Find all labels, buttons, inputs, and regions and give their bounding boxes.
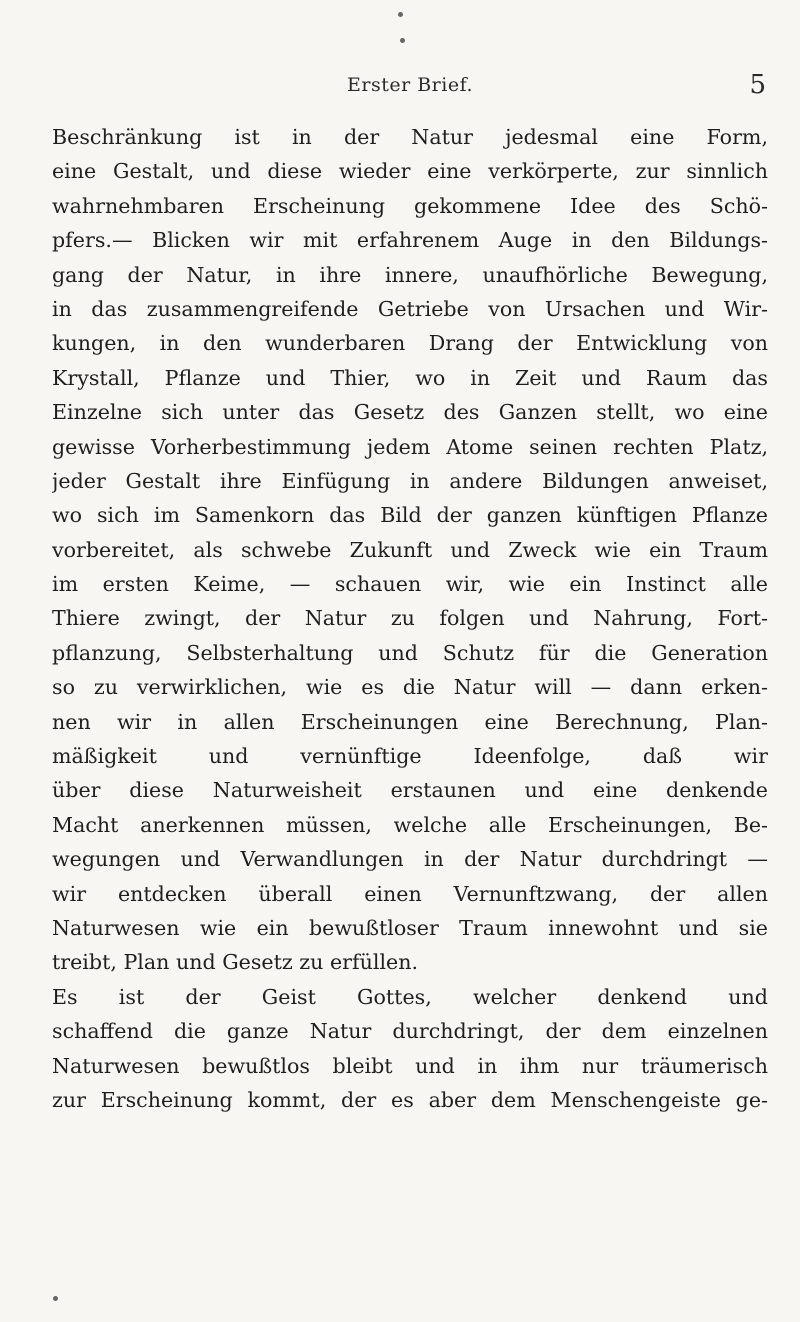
text-line: Thiere zwingt, der Natur zu folgen und Nahrung, Fort- [52, 606, 768, 631]
running-head: Erster Brief. [347, 74, 473, 96]
text-line: Naturwesen wie ein bewußtloser Traum innewohnt und sie [52, 915, 768, 940]
page-header [52, 70, 768, 114]
print-speck [400, 38, 405, 43]
text-line: Naturwesen bewußtlos bleibt und in ihm nur träumerisch [52, 1053, 768, 1078]
text-line: Einzelne sich unter das Gesetz des Ganzen stellt, wo eine [52, 400, 768, 425]
text-line: wo sich im Samenkorn das Bild der ganzen künftigen Pflanze [52, 503, 768, 528]
page-number: 5 [749, 70, 766, 100]
text-line: gang der Natur, in ihre innere, unaufhörliche Bewegung, [52, 262, 768, 287]
text-line: Krystall, Pflanze und Thier, wo in Zeit und Raum das [52, 365, 768, 390]
text-line: vorbereitet, als schwebe Zukunft und Zweck wie ein Traum [52, 537, 768, 562]
text-line: zur Erscheinung kommt, der es aber dem Menschengeiste ge- [52, 1087, 768, 1112]
text-line: treibt, Plan und Gesetz zu erfüllen. [52, 950, 419, 975]
text-line: Es ist der Geist Gottes, welcher denkend und [52, 984, 768, 1009]
text-line: Beschränkung ist in der Natur jedesmal eine Form, [52, 125, 768, 149]
text-line: im ersten Keime, — schauen wir, wie ein Instinct alle [52, 572, 768, 597]
text-line: gewisse Vorherbestimmung jedem Atome seinen rechten Platz, [52, 434, 768, 459]
text-line: über diese Naturweisheit erstaunen und eine denkende [52, 778, 768, 803]
text-line: wahrnehmbaren Erscheinung gekommene Idee des Schö- [52, 193, 768, 218]
text-line: nen wir in allen Erscheinungen eine Berechnung, Plan- [52, 709, 768, 734]
text-line: jeder Gestalt ihre Einfügung in andere Bildungen anweiset, [52, 468, 768, 493]
text-line: wir entdecken überall einen Vernunftzwang, der allen [52, 881, 768, 906]
text-line: schaffend die ganze Natur durchdringt, der dem einzelnen [52, 1019, 768, 1044]
text-line: in das zusammengreifende Getriebe von Ursachen und Wir- [52, 296, 768, 321]
text-line: so zu verwirklichen, wie es die Natur will — dann erken- [52, 675, 768, 700]
text-line: pflanzung, Selbsterhaltung und Schutz für die Generation [52, 640, 768, 665]
print-speck [398, 12, 403, 17]
text-line: wegungen und Verwandlungen in der Natur durchdringt — [52, 847, 768, 872]
text-line: Macht anerkennen müssen, welche alle Erscheinungen, Be- [52, 812, 768, 837]
text-line: kungen, in den wunderbaren Drang der Entwicklung von [52, 331, 768, 356]
body-text [52, 120, 768, 1117]
text-line: pfers.— Blicken wir mit erfahrenem Auge in den Bildungs- [52, 228, 768, 253]
text-line: eine Gestalt, und diese wieder eine verkörperte, zur sinnlich [52, 159, 768, 184]
print-speck [53, 1296, 58, 1301]
text-line: mäßigkeit und vernünftige Ideenfolge, daß wir [52, 744, 768, 769]
